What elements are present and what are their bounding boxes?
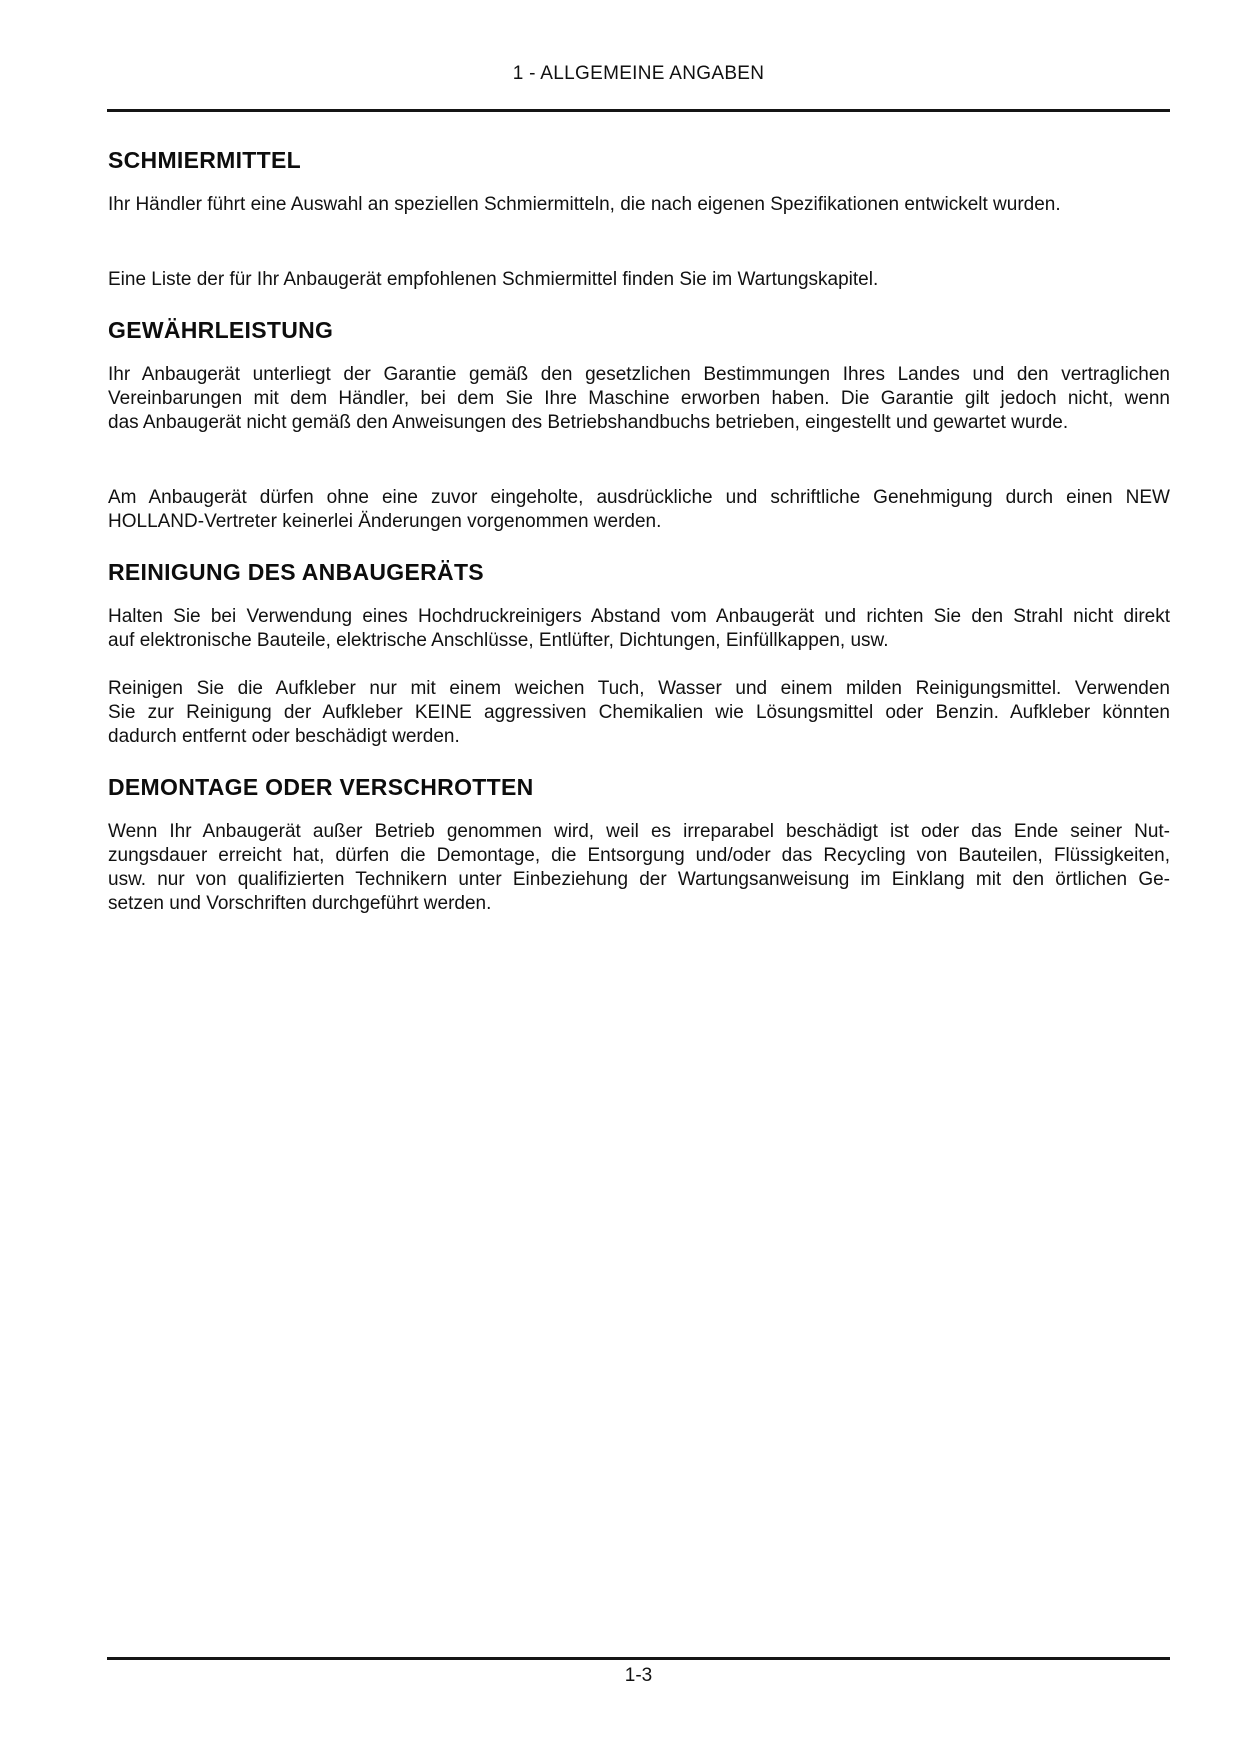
header-rule [107, 109, 1170, 112]
paragraph-line: Ihr Händler führt eine Auswahl an speziellen Schmiermitteln, die nach eigenen Spezifikationen entwickelt wurden. [108, 194, 1061, 215]
paragraph [108, 268, 1170, 292]
paragraph-line: Vereinbarungen mit dem Händler, bei dem Sie Ihre Maschine erworben haben. Die Garantie gilt jedoch nicht, wenn [108, 388, 1170, 409]
section-heading: DEMONTAGE ODER VERSCHROTTEN [108, 774, 534, 800]
paragraph-line: Wenn Ihr Anbaugerät außer Betrieb genommen wird, weil es irreparabel beschädigt ist oder das Ende seiner Nut- [108, 821, 1170, 842]
chapter-header-title: 1 - ALLGEMEINE ANGABEN [512, 63, 765, 84]
paragraph-line: HOLLAND-Vertreter keinerlei Änderungen vorgenommen werden. [108, 511, 662, 532]
paragraph-line: Halten Sie bei Verwendung eines Hochdruckreinigers Abstand vom Anbaugerät und richten Sie den Strahl nicht direkt [108, 606, 1170, 627]
section-heading: SCHMIERMITTEL [108, 147, 301, 173]
section-heading: REINIGUNG DES ANBAUGERÄTS [108, 559, 484, 585]
paragraph-line: zungsdauer erreicht hat, dürfen die Demontage, die Entsorgung und/oder das Recycling von Bauteilen, Flüssigkeiten, [108, 845, 1170, 866]
paragraph-line: Am Anbaugerät dürfen ohne eine zuvor eingeholte, ausdrückliche und schriftliche Genehmigung durch einen NEW [108, 487, 1170, 508]
page-number: 1-3 [624, 1665, 653, 1686]
paragraph [108, 486, 1170, 534]
paragraph-line: setzen und Vorschriften durchgeführt werden. [108, 893, 492, 914]
paragraph-line: Ihr Anbaugerät unterliegt der Garantie gemäß den gesetzlichen Bestimmungen Ihres Landes und den vertraglichen [108, 364, 1170, 385]
paragraph-line: Sie zur Reinigung der Aufkleber KEINE aggressiven Chemikalien wie Lösungsmittel oder Benzin. Aufkleber könnten [108, 702, 1170, 723]
paragraph [108, 677, 1170, 749]
paragraph [108, 605, 1170, 653]
paragraph-line: auf elektronische Bauteile, elektrische Anschlüsse, Entlüfter, Dichtungen, Einfüllkappen, usw. [108, 630, 889, 651]
paragraph [108, 820, 1170, 916]
paragraph-line: dadurch entfernt oder beschädigt werden. [108, 726, 460, 747]
paragraph [108, 193, 1170, 217]
paragraph-line: Reinigen Sie die Aufkleber nur mit einem weichen Tuch, Wasser und einem milden Reinigungsmittel. Verwenden [108, 678, 1170, 699]
footer-rule [107, 1657, 1170, 1660]
paragraph [108, 363, 1170, 435]
paragraph-line: usw. nur von qualifizierten Technikern unter Einbeziehung der Wartungsanweisung im Einklang mit den örtlichen Ge- [108, 869, 1170, 890]
section-heading: GEWÄHRLEISTUNG [108, 317, 334, 343]
page-content [108, 147, 1170, 916]
paragraph-line: Eine Liste der für Ihr Anbaugerät empfohlenen Schmiermittel finden Sie im Wartungskapitel. [108, 269, 879, 290]
paragraph-line: das Anbaugerät nicht gemäß den Anweisungen des Betriebshandbuchs betrieben, eingestellt und gewartet wurde. [108, 412, 1069, 433]
